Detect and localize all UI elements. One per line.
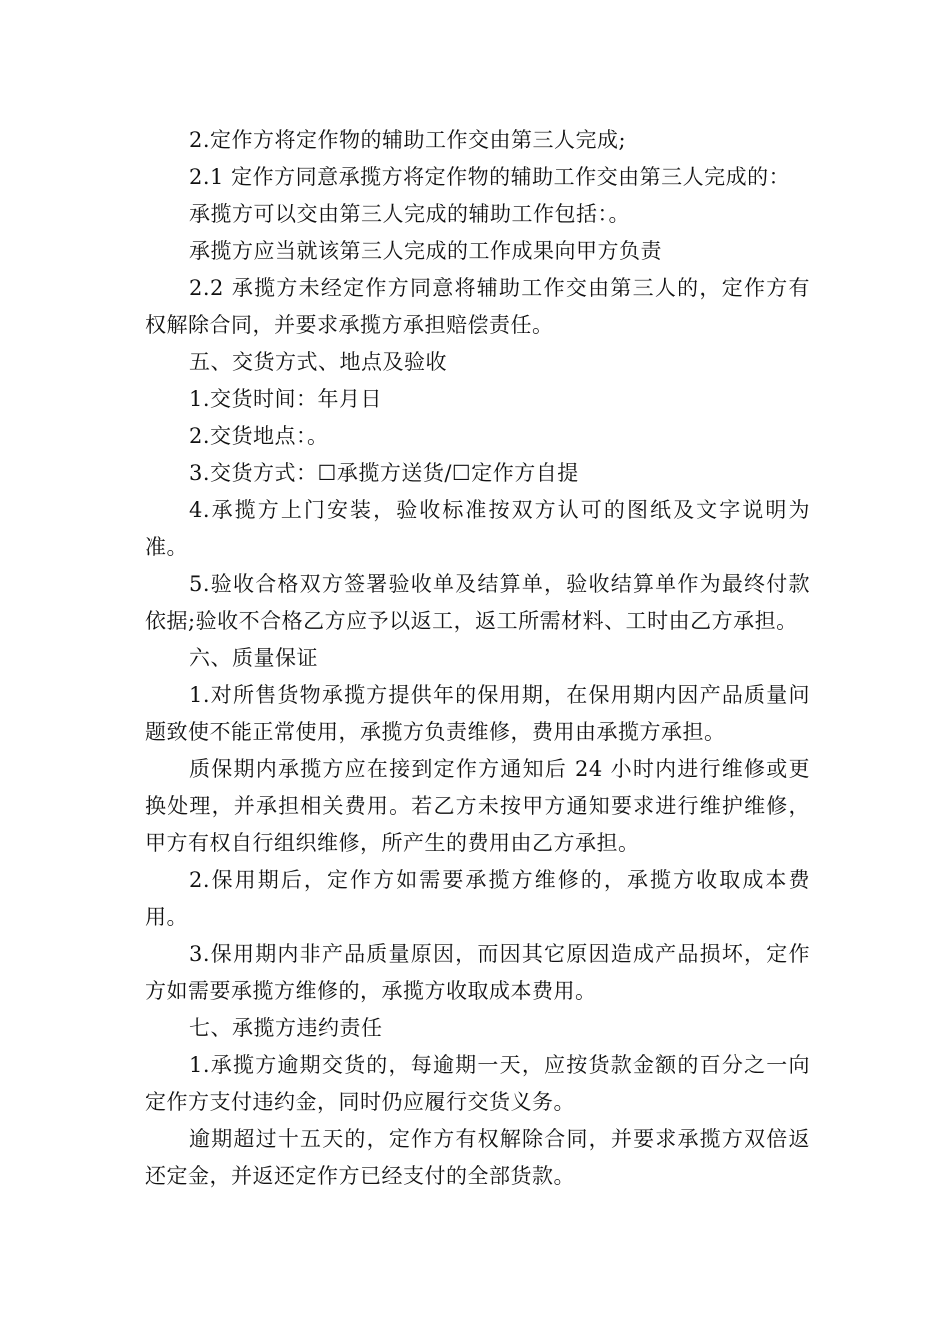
paragraph-delivery-time: 1.交货时间：年月日 [189, 387, 383, 411]
paragraph-subcontract-scope: 承揽方可以交由第三人完成的辅助工作包括：。 [189, 202, 630, 226]
paragraph-post-warranty: 2.保用期后，定作方如需要承揽方维修的，承揽方收取成本费用。 [145, 868, 810, 929]
paragraph-subcontract-responsibility: 承揽方应当就该第三人完成的工作成果向甲方负责 [189, 239, 662, 263]
document-body [145, 122, 810, 1195]
paragraph-late-delivery: 1.承揽方逾期交货的，每逾期一天，应按货款金额的百分之一向定作方支付违约金，同时仍应履行交货义务。 [145, 1053, 810, 1114]
paragraph-delivery-method: 3.交货方式：☐承揽方送货/☐定作方自提 [189, 461, 579, 485]
section-heading-quality: 六、质量保证 [189, 646, 318, 670]
paragraph-non-quality-damage: 3.保用期内非产品质量原因，而因其它原因造成产品损坏，定作方如需要承揽方维修的，承揽方收取成本费用。 [145, 942, 810, 1003]
section-heading-breach: 七、承揽方违约责任 [189, 1016, 383, 1040]
paragraph-subcontract-no-consent: 2.2 承揽方未经定作方同意将辅助工作交由第三人的，定作方有权解除合同，并要求承揽方承担赔偿责任。 [145, 276, 810, 337]
paragraph-delivery-place: 2.交货地点：。 [189, 424, 329, 448]
paragraph-warranty: 1.对所售货物承揽方提供年的保用期，在保用期内因产品质量问题致使不能正常使用，承揽方负责维修，费用由承揽方承担。 [145, 683, 810, 744]
section-heading-delivery: 五、交货方式、地点及验收 [189, 350, 447, 374]
paragraph-installation: 4.承揽方上门安装，验收标准按双方认可的图纸及文字说明为准。 [145, 498, 810, 559]
paragraph-acceptance: 5.验收合格双方签署验收单及结算单，验收结算单作为最终付款依据;验收不合格乙方应予以返工，返工所需材料、工时由乙方承担。 [145, 572, 810, 633]
paragraph-late-over-fifteen-days: 逾期超过十五天的，定作方有权解除合同，并要求承揽方双倍返还定金，并返还定作方已经支付的全部货款。 [145, 1127, 810, 1188]
paragraph-subcontract: 2.定作方将定作物的辅助工作交由第三人完成; [189, 128, 627, 152]
paragraph-warranty-response: 质保期内承揽方应在接到定作方通知后 24 小时内进行维修或更换处理，并承担相关费用。若乙方未按甲方通知要求进行维护维修，甲方有权自行组织维修，所产生的费用由乙方承担。 [145, 757, 810, 855]
paragraph-subcontract-consent: 2.1 定作方同意承揽方将定作物的辅助工作交由第三人完成的： [189, 165, 791, 189]
